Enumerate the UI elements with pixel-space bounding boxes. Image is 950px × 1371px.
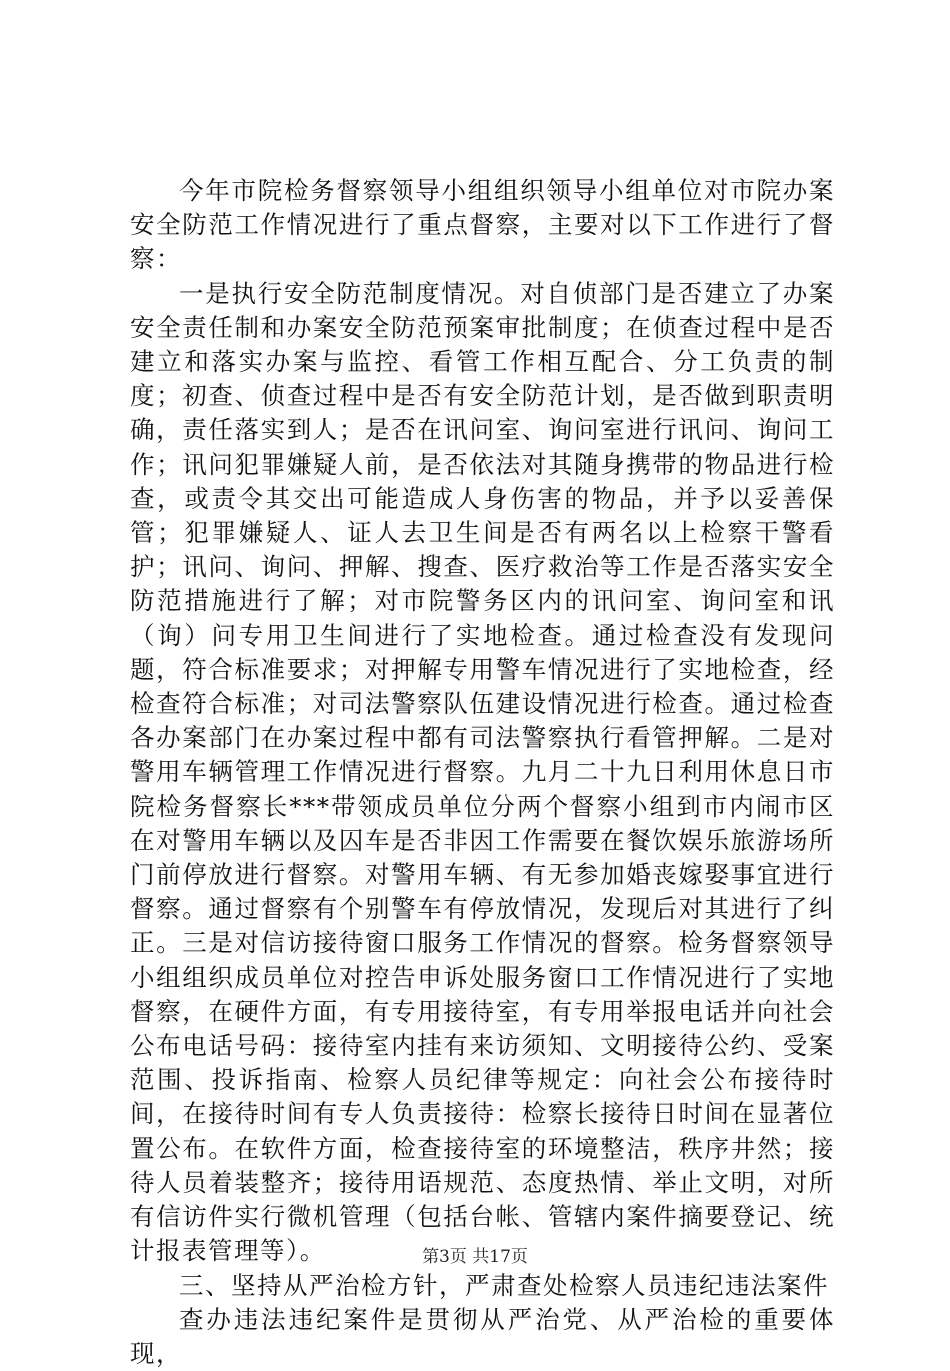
page-footer: 第3页 共17页 (422, 1247, 528, 1267)
paragraph-intro: 今年市院检务督察领导小组组织领导小组单位对市院办案安全防范工作情况进行了重点督察，主要对以下工作进行了督察： (130, 176, 835, 274)
section-heading-three: 三、坚持从严治检方针，严肃查处检察人员违纪违法案件 (179, 1270, 829, 1300)
paragraph-case-handling: 查办违法违纪案件是贯彻从严治党、从严治检的重要体现， (130, 1304, 835, 1368)
document-body (130, 174, 835, 1371)
paragraph-inspection-details: 一是执行安全防范制度情况。对自侦部门是否建立了办案安全责任制和办案安全防范预案审批制度；在侦查过程中是否建立和落实办案与监控、看管工作相互配合、分工负责的制度；初查、侦查过程中是否有安全防范计划，是否做到职责明确，责任落实到人；是否在讯问室、询问室进行讯问、询问工作；讯问犯罪嫌疑人前，是否依法对其随身携带的物品进行检查，或责令其交出可能造成人身伤害的物品，并予以妥善保管；犯罪嫌疑人、证人去卫生间是否有两名以上检察干警看护；讯问、询问、押解、搜查、医疗救治等工作是否落实安全防范措施进行了解；对市院警务区内的讯问室、询问室和讯（询）问专用卫生间进行了实地检查。通过检查没有发现问题，符合标准要求；对押解专用警车情况进行了实地检查，经检查符合标准；对司法警察队伍建设情况进行检查。通过检查各办案部门在办案过程中都有司法警察执行看管押解。二是对警用车辆管理工作情况进行督察。九月二十九日利用休息日市院检务督察长***带领成员单位分两个督察小组到市内闹市区在对警用车辆以及囚车是否非因工作需要在餐饮娱乐旅游场所门前停放进行督察。对警用车辆、有无参加婚丧嫁娶事宜进行督察。通过督察有个别警车有停放情况，发现后对其进行了纠正。三是对信访接待窗口服务工作情况的督察。检务督察领导小组组织成员单位对控告申诉处服务窗口工作情况进行了实地督察，在硬件方面，有专用接待室，有专用举报电话并向社会公布电话号码：接待室内挂有来访须知、文明接待公约、受案范围、投诉指南、检察人员纪律等规定：向社会公布接待时间，在接待时间有专人负责接待：检察长接待日时间在显著位置公布。在软件方面，检查接待室的环境整洁，秩序井然；接待人员着装整齐；接待用语规范、态度热情、举止文明，对所有信访件实行微机管理（包括台帐、管辖内案件摘要登记、统计报表管理等）。 (130, 278, 835, 1266)
